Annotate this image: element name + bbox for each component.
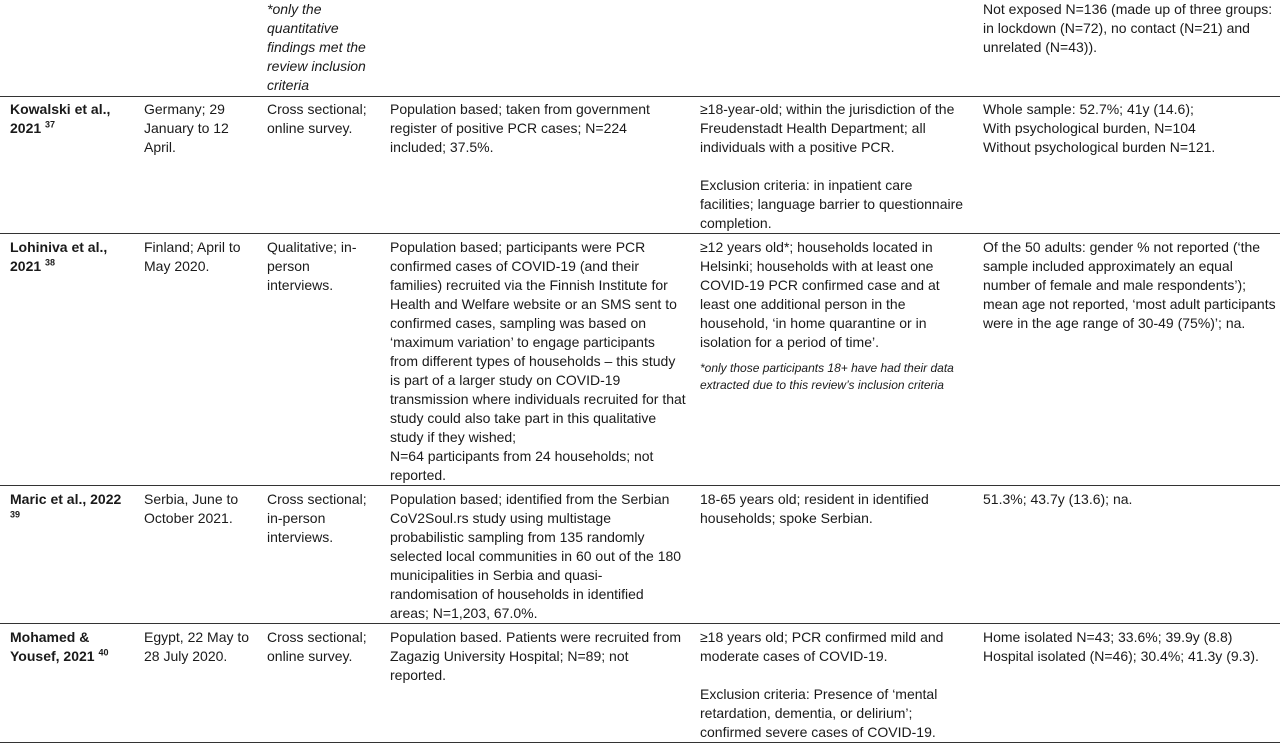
setting-text: Finland; April to May 2020.: [144, 239, 241, 274]
study-cell: [0, 0, 134, 97]
design-text: Cross sectional; in-person interviews.: [267, 491, 367, 545]
reference-number: 40: [98, 647, 109, 658]
exclusion-text: Exclusion criteria: in inpatient care facilities; language barrier to questionnaire completion.: [700, 177, 964, 231]
study-cell: [0, 234, 134, 486]
sample-cell: [973, 0, 1280, 97]
sample-line: Without psychological burden N=121.: [983, 139, 1216, 155]
study-name: Maric et al., 2022: [10, 491, 122, 507]
sample-cell: [973, 624, 1280, 743]
inclusion-cell: [690, 97, 973, 234]
table-row: [0, 0, 1280, 97]
setting-text: Egypt, 22 May to 28 July 2020.: [144, 629, 250, 664]
design-cell: [257, 624, 380, 743]
recruitment-cell: [380, 486, 690, 624]
study-name: Mohamed & Yousef, 2021: [10, 629, 95, 664]
table-row: [0, 234, 1280, 486]
recruitment-cell: [380, 0, 690, 97]
inclusion-text: ≥18-year-old; within the jurisdiction of the Freudenstadt Health Department; all individuals with a positive PCR.: [700, 101, 955, 155]
recruitment-cell: [380, 234, 690, 486]
sample-cell: [973, 234, 1280, 486]
sample-text: 51.3%; 43.7y (13.6); na.: [983, 491, 1133, 507]
recruitment-text: Population based; identified from the Serbian CoV2Soul.rs study using multistage probabilistic sampling from 135 randomly selected local communities in 60 out of the 180 municipalities in Serbia and quasi-randomisation of households in identified areas; N=1,203, 67.0%.: [390, 491, 682, 621]
recruitment-text: Population based. Patients were recruited from Zagazig University Hospital; N=89; not reported.: [390, 629, 682, 683]
inclusion-text: 18-65 years old; resident in identified households; spoke Serbian.: [700, 491, 929, 526]
design-cell: [257, 234, 380, 486]
design-text: Cross sectional; online survey.: [267, 629, 367, 664]
inclusion-note: *only those participants 18+ have had their data extracted due to this review’s inclusion criteria: [700, 361, 954, 392]
inclusion-cell: [690, 486, 973, 624]
sample-text: Of the 50 adults: gender % not reported (‘the sample included approximately an equal number of female and male respondents’); mean age not reported, ‘most adult participants were in the age range of 30-49 (75%)’; na.: [983, 239, 1276, 331]
recruitment-cell: [380, 97, 690, 234]
inclusion-cell: [690, 234, 973, 486]
setting-cell: [134, 624, 257, 743]
inclusion-text: ≥18 years old; PCR confirmed mild and moderate cases of COVID-19.: [700, 629, 944, 664]
sample-line: Hospital isolated (N=46); 30.4%; 41.3y (9.3).: [983, 648, 1259, 664]
recruitment-text: Population based; participants were PCR confirmed cases of COVID-19 (and their families) recruited via the Finnish Institute for Health and Welfare website or an SMS sent to confirmed cases, sampling was based on ‘maximum variation’ to engage participants from different types of households – this study is part of a larger study on COVID-19 transmission where individuals recruited for that study could also take part in this qualitative study if they wished;: [390, 239, 686, 445]
recruitment-text: Population based; taken from government register of positive PCR cases; N=224 included; 37.5%.: [390, 101, 650, 155]
study-cell: [0, 97, 134, 234]
design-text: Qualitative; in-person interviews.: [267, 239, 357, 293]
setting-cell: [134, 0, 257, 97]
setting-text: Serbia, June to October 2021.: [144, 491, 239, 526]
table-row: [0, 624, 1280, 743]
setting-cell: [134, 486, 257, 624]
inclusion-text: ≥12 years old*; households located in Helsinki; households with at least one COVID-19 PCR confirmed case and at least one additional person in the household, ‘in home quarantine or in isolation for a period of time’.: [700, 239, 940, 350]
study-cell: [0, 486, 134, 624]
sample-cell: [973, 97, 1280, 234]
inclusion-cell: [690, 624, 973, 743]
reference-number: 37: [45, 119, 56, 130]
design-cell: [257, 0, 380, 97]
study-cell: [0, 624, 134, 743]
study-name: Lohiniva et al., 2021: [10, 239, 108, 274]
design-cell: [257, 486, 380, 624]
reference-number: 39: [10, 509, 21, 520]
reference-number: 38: [45, 257, 56, 268]
recruitment-cell: [380, 624, 690, 743]
sample-line: Home isolated N=43; 33.6%; 39.9y (8.8): [983, 629, 1233, 645]
sample-line: With psychological burden, N=104: [983, 120, 1196, 136]
design-cell: [257, 97, 380, 234]
study-name: Kowalski et al., 2021: [10, 101, 111, 136]
design-text: Cross sectional; online survey.: [267, 101, 367, 136]
setting-cell: [134, 97, 257, 234]
sample-text: Not exposed N=136 (made up of three groups: in lockdown (N=72), no contact (N=21) and unrelated (N=43)).: [983, 1, 1273, 55]
design-note: *only the quantitative findings met the review inclusion criteria: [267, 1, 366, 93]
setting-cell: [134, 234, 257, 486]
recruitment-text: N=64 participants from 24 households; not reported.: [390, 448, 654, 483]
inclusion-cell: [690, 0, 973, 97]
table-row: [0, 486, 1280, 624]
table-row: [0, 97, 1280, 234]
sample-cell: [973, 486, 1280, 624]
setting-text: Germany; 29 January to 12 April.: [144, 101, 229, 155]
exclusion-text: Exclusion criteria: Presence of ‘mental retardation, dementia, or delirium’; confirmed severe cases of COVID-19.: [700, 686, 938, 740]
sample-line: Whole sample: 52.7%; 41y (14.6);: [983, 101, 1194, 117]
